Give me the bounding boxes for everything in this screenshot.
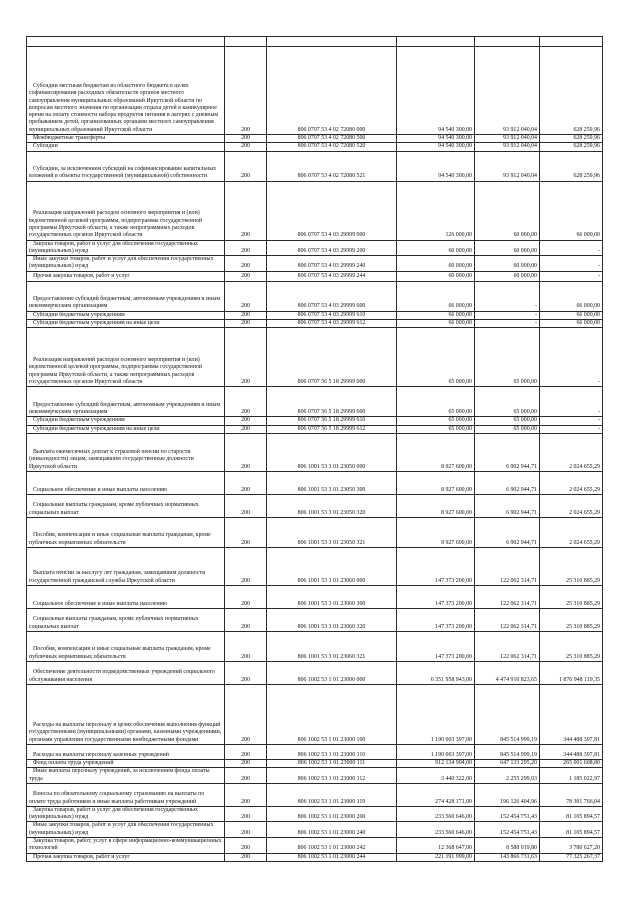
row-unexecuted: 66 000,00 (540, 311, 603, 319)
row-code: 200 (225, 608, 267, 631)
row-executed: - (475, 311, 540, 319)
row-code: 200 (225, 425, 267, 433)
row-approved (397, 37, 475, 47)
row-unexecuted: 628 259,96 (540, 135, 603, 143)
table-row (27, 417, 603, 425)
row-unexecuted: 265 001 608,80 (540, 759, 603, 767)
row-unexecuted: 1 876 948 119,35 (540, 661, 603, 684)
row-code: 200 (225, 661, 267, 684)
row-executed: 845 514 999,19 (475, 684, 540, 744)
row-code: 200 (225, 759, 267, 767)
row-code: 200 (225, 143, 267, 151)
row-code: 200 (225, 151, 267, 181)
table-row (27, 151, 603, 181)
row-approved: 66 000,00 (397, 320, 475, 328)
row-unexecuted: 66 000,00 (540, 320, 603, 328)
table-row (27, 684, 603, 744)
row-executed: 65 000,00 (475, 328, 540, 387)
row-approved: 147 373 200,00 (397, 631, 475, 661)
table-row (27, 471, 603, 494)
row-kbk: 806 0707 53 4 03 29999 600 (267, 281, 397, 311)
row-kbk: 806 1002 53 1 01 23000 111 (267, 759, 397, 767)
row-kbk (267, 37, 397, 47)
row-code: 200 (225, 783, 267, 806)
row-kbk: 806 0707 56 5 18 29999 600 (267, 387, 397, 417)
row-unexecuted: 66 000,00 (540, 181, 603, 240)
table-row (27, 853, 603, 861)
row-executed: 93 912 040,04 (475, 151, 540, 181)
row-kbk: 806 1001 53 3 01 23050 300 (267, 471, 397, 494)
row-name: Субсидии местным бюджетам из областного бюджета в целях софинансирования расходных обязательств органов местного самоуправления муниципальных образований Иркутской области по вопросам местного значения по организации отдыха детей в каникулярное время на оплату стоимости набора продуктов питания в лагерях с дневным пребыванием детей, организованных органами местного самоуправления муниципальных образований Иркутской области (27, 47, 225, 135)
row-executed: 2 255 299,03 (475, 768, 540, 784)
row-executed: 122 062 314,71 (475, 585, 540, 608)
row-executed: 122 062 314,71 (475, 608, 540, 631)
row-unexecuted: - (540, 417, 603, 425)
row-kbk: 806 1001 53 3 01 23060 321 (267, 631, 397, 661)
row-approved: 66 000,00 (397, 311, 475, 319)
row-executed (475, 37, 540, 47)
table-row (27, 806, 603, 822)
table-row (27, 631, 603, 661)
row-executed: 122 062 314,71 (475, 547, 540, 585)
row-approved: 147 373 200,00 (397, 585, 475, 608)
row-kbk: 806 0707 53 4 02 72080 520 (267, 143, 397, 151)
row-name: Иные закупки товаров, работ и услуг для обеспечения государственных (муниципальных) нужд (27, 256, 225, 272)
budget-execution-table (26, 36, 603, 862)
table-row (27, 320, 603, 328)
row-executed: 60 000,00 (475, 256, 540, 272)
row-executed: - (475, 320, 540, 328)
row-code: 200 (225, 181, 267, 240)
row-kbk: 806 1002 53 1 01 23000 000 (267, 661, 397, 684)
row-unexecuted: 66 000,00 (540, 281, 603, 311)
row-executed: 647 133 295,20 (475, 759, 540, 767)
row-approved: 8 927 600,00 (397, 471, 475, 494)
row-unexecuted: 77 325 267,37 (540, 853, 603, 861)
row-code (225, 37, 267, 47)
row-executed: 65 000,00 (475, 417, 540, 425)
row-name: Реализация направлений расходов основного мероприятия и (или) ведомственной целевой программы, подпрограммы государственной программы Иркутской области, а также непрограммных расходов государственных органов Иркутской области (27, 328, 225, 387)
row-name: Закупка товаров, работ и услуг для обеспечения государственных (муниципальных) нужд (27, 240, 225, 256)
row-code: 200 (225, 585, 267, 608)
table-row (27, 387, 603, 417)
row-code: 200 (225, 256, 267, 272)
row-approved: 94 540 300,00 (397, 143, 475, 151)
row-kbk: 806 1001 53 3 01 23050 320 (267, 494, 397, 517)
row-code: 200 (225, 271, 267, 281)
row-code: 200 (225, 631, 267, 661)
row-name: Субсидии бюджетным учреждениям на иные цели (27, 320, 225, 328)
table-row (27, 143, 603, 151)
row-approved: 94 540 300,00 (397, 151, 475, 181)
row-approved: 65 000,00 (397, 417, 475, 425)
row-code: 200 (225, 320, 267, 328)
row-code: 200 (225, 853, 267, 861)
row-unexecuted: - (540, 240, 603, 256)
table-row (27, 838, 603, 854)
row-name: Иные закупки товаров, работ и услуг для обеспечения государственных (муниципальных) нужд (27, 822, 225, 838)
row-approved: 147 373 200,00 (397, 547, 475, 585)
row-name: Субсидии бюджетным учреждениям (27, 311, 225, 319)
row-code: 200 (225, 47, 267, 135)
row-approved: 1 190 003 397,00 (397, 744, 475, 759)
row-kbk: 806 1001 53 3 01 23050 321 (267, 517, 397, 547)
row-name: Закупка товаров, работ и услуг для обеспечения государственных (муниципальных) нужд (27, 806, 225, 822)
row-code: 200 (225, 328, 267, 387)
row-approved: 221 191 999,00 (397, 853, 475, 861)
row-kbk: 806 0707 56 5 18 29999 000 (267, 328, 397, 387)
row-unexecuted: 81 105 894,57 (540, 822, 603, 838)
row-kbk: 806 0707 53 4 03 29999 610 (267, 311, 397, 319)
row-kbk: 806 0707 53 4 03 29999 000 (267, 181, 397, 240)
table-row (27, 585, 603, 608)
row-code: 200 (225, 822, 267, 838)
row-executed: 93 912 040,04 (475, 135, 540, 143)
row-code: 200 (225, 838, 267, 854)
table-row (27, 744, 603, 759)
row-unexecuted: 3 780 627,20 (540, 838, 603, 854)
row-executed: 152 454 751,43 (475, 822, 540, 838)
row-approved: 60 000,00 (397, 271, 475, 281)
row-kbk: 806 0707 53 4 03 29999 244 (267, 271, 397, 281)
row-executed: 6 902 944,71 (475, 471, 540, 494)
row-unexecuted: - (540, 328, 603, 387)
row-executed: 845 514 999,19 (475, 744, 540, 759)
row-kbk: 806 0707 56 5 18 29999 612 (267, 425, 397, 433)
table-row (27, 181, 603, 240)
row-unexecuted: 25 310 885,29 (540, 547, 603, 585)
row-approved: 126 000,00 (397, 181, 475, 240)
row-executed: 6 902 944,71 (475, 433, 540, 471)
row-executed: 4 474 910 823,65 (475, 661, 540, 684)
row-approved: 8 927 600,00 (397, 433, 475, 471)
row-executed: 152 454 751,43 (475, 806, 540, 822)
row-unexecuted: 2 024 655,29 (540, 517, 603, 547)
table-row (27, 240, 603, 256)
row-approved: 94 540 300,00 (397, 47, 475, 135)
row-unexecuted: 25 310 885,29 (540, 585, 603, 608)
row-name: Социальные выплаты гражданам, кроме публичных нормативных социальных выплат (27, 608, 225, 631)
row-unexecuted: 25 310 885,29 (540, 608, 603, 631)
row-name: Реализация направлений расходов основного мероприятия и (или) ведомственной целевой программы, подпрограммы государственной программы Иркутской области, а также непрограммных расходов государственных органов Иркутской области (27, 181, 225, 240)
row-name: Социальные выплаты гражданам, кроме публичных нормативных социальных выплат (27, 494, 225, 517)
row-unexecuted: 1 185 022,97 (540, 768, 603, 784)
row-unexecuted: 628 259,96 (540, 143, 603, 151)
row-name: Предоставление субсидий бюджетным, автономным учреждениям и иным некоммерческим организациям (27, 387, 225, 417)
row-executed: 60 000,00 (475, 271, 540, 281)
row-code: 200 (225, 387, 267, 417)
row-executed: 196 126 404,96 (475, 783, 540, 806)
table-row (27, 281, 603, 311)
row-kbk: 806 0707 53 4 03 29999 612 (267, 320, 397, 328)
table-row (27, 433, 603, 471)
row-kbk: 806 1002 53 1 01 23000 242 (267, 838, 397, 854)
table-row (27, 256, 603, 272)
row-unexecuted: 2 024 655,29 (540, 494, 603, 517)
row-unexecuted: 2 024 655,29 (540, 433, 603, 471)
row-executed: 65 000,00 (475, 387, 540, 417)
table-row (27, 547, 603, 585)
row-name: Социальное обеспечение и иные выплаты населению (27, 471, 225, 494)
row-kbk: 806 1002 53 1 01 23000 119 (267, 783, 397, 806)
row-name: Предоставление субсидий бюджетным, автономным учреждениям и иным некоммерческим организациям (27, 281, 225, 311)
row-code: 200 (225, 768, 267, 784)
row-name: Прочая закупка товаров, работ и услуг (27, 271, 225, 281)
row-approved: 60 000,00 (397, 256, 475, 272)
row-name: Субсидии бюджетным учреждениям (27, 417, 225, 425)
row-approved: 65 000,00 (397, 328, 475, 387)
row-name (27, 37, 225, 47)
row-unexecuted: 344 488 397,81 (540, 744, 603, 759)
row-executed: 122 062 314,71 (475, 631, 540, 661)
row-executed: 60 000,00 (475, 181, 540, 240)
row-approved: 6 351 958 943,00 (397, 661, 475, 684)
row-kbk: 806 1002 53 1 01 23000 244 (267, 853, 397, 861)
table-row (27, 517, 603, 547)
row-name: Субсидии бюджетным учреждениям на иные цели (27, 425, 225, 433)
row-code: 200 (225, 281, 267, 311)
row-name: Субсидии, за исключением субсидий на софинансирование капитальных вложений в объекты государственной (муниципальной) собственности (27, 151, 225, 181)
row-name: Субсидии (27, 143, 225, 151)
row-name: Закупка товаров, работ, услуг в сфере информационно-коммуникационных технологий (27, 838, 225, 854)
row-name: Иные выплаты персоналу учреждений, за исключением фонда оплаты труда (27, 768, 225, 784)
row-kbk: 806 1002 53 1 01 23000 100 (267, 684, 397, 744)
row-name: Обеспечение деятельности подведомственных учреждений социального обслуживания населения (27, 661, 225, 684)
table-row (27, 47, 603, 135)
row-code: 200 (225, 311, 267, 319)
row-kbk: 806 1002 53 1 01 23000 240 (267, 822, 397, 838)
row-executed: 65 000,00 (475, 425, 540, 433)
row-unexecuted: - (540, 387, 603, 417)
row-code: 200 (225, 806, 267, 822)
row-unexecuted: 628 259,96 (540, 151, 603, 181)
row-unexecuted: 81 105 894,57 (540, 806, 603, 822)
table-row (27, 328, 603, 387)
row-code: 200 (225, 471, 267, 494)
row-name: Социальное обеспечение и иные выплаты населению (27, 585, 225, 608)
row-name: Расходы на выплаты персоналу казенных учреждений (27, 744, 225, 759)
row-kbk: 806 0707 56 5 18 29999 610 (267, 417, 397, 425)
row-unexecuted: - (540, 271, 603, 281)
table-row (27, 759, 603, 767)
row-approved: 60 000,00 (397, 240, 475, 256)
table-row (27, 135, 603, 143)
table-row (27, 608, 603, 631)
table-row (27, 783, 603, 806)
row-name: Выплата пенсии за выслугу лет гражданам, замещавшим должности государственной гражданской службы Иркутской области (27, 547, 225, 585)
row-executed: 143 866 731,63 (475, 853, 540, 861)
row-kbk: 806 0707 53 4 02 72080 521 (267, 151, 397, 181)
row-unexecuted: 344 488 397,81 (540, 684, 603, 744)
row-name: Пособия, компенсации и иные социальные выплаты гражданам, кроме публичных нормативных обязательств (27, 517, 225, 547)
row-code: 200 (225, 547, 267, 585)
row-approved: 65 000,00 (397, 425, 475, 433)
row-kbk: 806 1001 53 3 01 23050 000 (267, 433, 397, 471)
row-approved: 8 927 600,00 (397, 517, 475, 547)
row-code: 200 (225, 433, 267, 471)
row-approved: 3 440 322,00 (397, 768, 475, 784)
row-kbk: 806 0707 53 4 02 72080 500 (267, 135, 397, 143)
row-unexecuted: 628 259,96 (540, 47, 603, 135)
row-executed: 6 902 944,71 (475, 494, 540, 517)
row-approved: 94 540 300,00 (397, 135, 475, 143)
row-unexecuted (540, 37, 603, 47)
row-code: 200 (225, 135, 267, 143)
row-name: Расходы на выплаты персоналу в целях обеспечения выполнения функций государственными (муниципальными) органами, казенными учреждениями, органами управления государственными внебюджетными фондами (27, 684, 225, 744)
row-approved: 233 560 646,00 (397, 806, 475, 822)
row-code: 200 (225, 517, 267, 547)
row-kbk: 806 1001 53 3 01 23060 320 (267, 608, 397, 631)
row-approved: 233 560 646,00 (397, 822, 475, 838)
row-executed: 60 000,00 (475, 240, 540, 256)
table-row (27, 661, 603, 684)
row-kbk: 806 1002 53 1 01 23000 110 (267, 744, 397, 759)
row-name: Фонд оплаты труда учреждений (27, 759, 225, 767)
row-approved: 147 373 200,00 (397, 608, 475, 631)
table-row (27, 311, 603, 319)
row-executed: 8 588 019,80 (475, 838, 540, 854)
row-kbk: 806 1002 53 1 01 23000 112 (267, 768, 397, 784)
table-body (27, 37, 603, 862)
row-approved: 274 428 171,00 (397, 783, 475, 806)
row-name: Взносы по обязательному социальному страхованию на выплаты по оплате труда работников и иные выплаты работникам учреждений (27, 783, 225, 806)
row-kbk: 806 1001 53 3 01 23060 300 (267, 585, 397, 608)
row-kbk: 806 0707 53 4 02 72080 000 (267, 47, 397, 135)
row-code: 200 (225, 744, 267, 759)
table-row (27, 271, 603, 281)
row-name: Прочая закупка товаров, работ и услуг (27, 853, 225, 861)
row-approved: 8 927 600,00 (397, 494, 475, 517)
row-approved: 1 190 003 397,00 (397, 684, 475, 744)
row-name: Пособия, компенсации и иные социальные выплаты гражданам, кроме публичных нормативных обязательств (27, 631, 225, 661)
row-approved: 912 134 904,00 (397, 759, 475, 767)
table-row (27, 494, 603, 517)
row-kbk: 806 0707 53 4 03 29999 200 (267, 240, 397, 256)
row-executed: 6 902 944,71 (475, 517, 540, 547)
row-kbk: 806 1001 53 3 01 23060 000 (267, 547, 397, 585)
row-name: Выплата ежемесячных доплат к страховой пенсии по старости (инвалидности) лицам, замещавшим государственные должности Иркутской области (27, 433, 225, 471)
row-code: 200 (225, 684, 267, 744)
row-unexecuted: 25 310 885,29 (540, 631, 603, 661)
table-row (27, 425, 603, 433)
row-unexecuted: 2 024 655,29 (540, 471, 603, 494)
row-approved: 12 368 647,00 (397, 838, 475, 854)
row-unexecuted: - (540, 425, 603, 433)
row-executed: 93 912 040,04 (475, 47, 540, 135)
row-unexecuted: 78 301 766,04 (540, 783, 603, 806)
row-code: 200 (225, 240, 267, 256)
row-code: 200 (225, 417, 267, 425)
row-code: 200 (225, 494, 267, 517)
row-executed: 93 912 040,04 (475, 143, 540, 151)
table-row (27, 822, 603, 838)
row-kbk: 806 0707 53 4 03 29999 240 (267, 256, 397, 272)
row-executed: - (475, 281, 540, 311)
table-row (27, 768, 603, 784)
row-kbk: 806 1002 53 1 01 23000 200 (267, 806, 397, 822)
row-unexecuted: - (540, 256, 603, 272)
table-row (27, 37, 603, 47)
row-name: Межбюджетные трансферты (27, 135, 225, 143)
row-approved: 66 000,00 (397, 281, 475, 311)
row-approved: 65 000,00 (397, 387, 475, 417)
